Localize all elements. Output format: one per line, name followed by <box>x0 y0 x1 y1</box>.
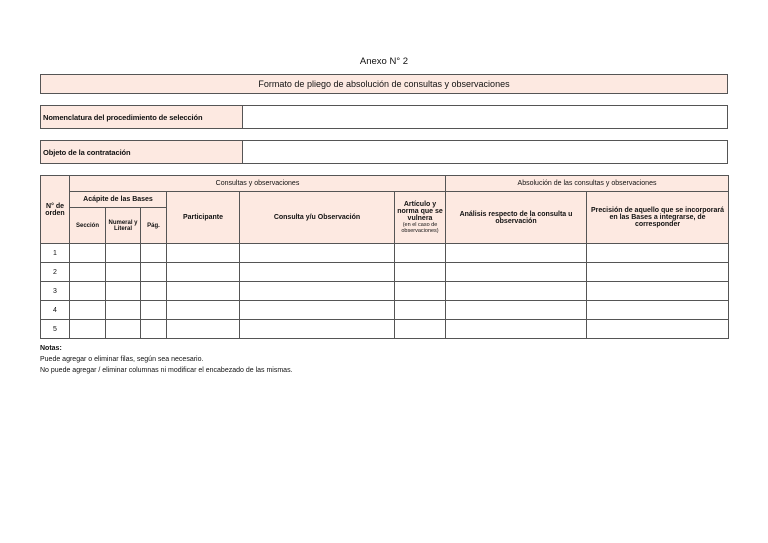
nomenclature-field[interactable] <box>243 106 727 128</box>
cell[interactable] <box>141 320 167 339</box>
notes-line-2: No puede agregar / eliminar columnas ni modificar el encabezado de las mismas. <box>40 367 293 374</box>
cell[interactable] <box>446 282 587 301</box>
articulo-header <box>395 192 446 244</box>
cell[interactable] <box>240 301 395 320</box>
cell[interactable] <box>106 301 141 320</box>
consulta-header: Consulta y/u Observación <box>240 192 395 244</box>
table-row <box>41 263 729 282</box>
table-row <box>41 320 729 339</box>
object-label: Objeto de la contratación <box>41 141 243 163</box>
seccion-header: Sección <box>70 208 106 244</box>
cell[interactable] <box>395 282 446 301</box>
cell[interactable] <box>167 301 240 320</box>
table-row <box>41 301 729 320</box>
cell[interactable] <box>446 320 587 339</box>
cell[interactable] <box>70 263 106 282</box>
absolucion-header: Absolución de las consultas y observaciones <box>446 176 729 192</box>
row-number: 2 <box>41 263 70 282</box>
acapite-header: Acápite de las Bases <box>70 192 167 208</box>
table-row <box>41 244 729 263</box>
cell[interactable] <box>446 244 587 263</box>
cell[interactable] <box>587 320 729 339</box>
notes-line-1: Puede agregar o eliminar filas, según sea necesario. <box>40 356 204 363</box>
cell[interactable] <box>106 320 141 339</box>
cell[interactable] <box>240 244 395 263</box>
row-number: 4 <box>41 301 70 320</box>
consultations-table <box>40 175 729 339</box>
cell[interactable] <box>587 244 729 263</box>
cell[interactable] <box>106 263 141 282</box>
cell[interactable] <box>446 301 587 320</box>
cell[interactable] <box>395 244 446 263</box>
row-number: 3 <box>41 282 70 301</box>
participante-header: Participante <box>167 192 240 244</box>
cell[interactable] <box>141 263 167 282</box>
articulo-header-text: Artículo y norma que se vulnera <box>397 200 443 222</box>
analisis-header: Análisis respecto de la consulta u observación <box>446 192 587 244</box>
cell[interactable] <box>70 301 106 320</box>
precision-header: Precisión de aquello que se incorporará en las Bases a integrarse, de corresponder <box>587 192 729 244</box>
format-title: Formato de pliego de absolución de consultas y observaciones <box>40 74 728 94</box>
row-number: 5 <box>41 320 70 339</box>
articulo-note: (en el caso de observaciones) <box>401 221 439 234</box>
table-row <box>41 282 729 301</box>
order-header: N° de orden <box>41 176 70 244</box>
cell[interactable] <box>141 244 167 263</box>
cell[interactable] <box>167 263 240 282</box>
cell[interactable] <box>240 320 395 339</box>
pag-header: Pág. <box>141 208 167 244</box>
cell[interactable] <box>240 282 395 301</box>
row-number: 1 <box>41 244 70 263</box>
notes <box>40 343 293 376</box>
cell[interactable] <box>70 282 106 301</box>
cell[interactable] <box>587 301 729 320</box>
cell[interactable] <box>446 263 587 282</box>
cell[interactable] <box>106 244 141 263</box>
cell[interactable] <box>395 301 446 320</box>
notes-title: Notas: <box>40 345 62 352</box>
cell[interactable] <box>167 282 240 301</box>
cell[interactable] <box>70 244 106 263</box>
cell[interactable] <box>240 263 395 282</box>
object-row <box>40 140 728 164</box>
cell[interactable] <box>395 320 446 339</box>
cell[interactable] <box>106 282 141 301</box>
cell[interactable] <box>587 263 729 282</box>
cell[interactable] <box>167 244 240 263</box>
nomenclature-label: Nomenclatura del procedimiento de selección <box>41 106 243 128</box>
numeral-header: Numeral y Literal <box>106 208 141 244</box>
cell[interactable] <box>395 263 446 282</box>
consultas-header: Consultas y observaciones <box>70 176 446 192</box>
cell[interactable] <box>141 282 167 301</box>
cell[interactable] <box>587 282 729 301</box>
object-field[interactable] <box>243 141 727 163</box>
cell[interactable] <box>167 320 240 339</box>
annex-title: Anexo N° 2 <box>359 56 409 67</box>
cell[interactable] <box>141 301 167 320</box>
cell[interactable] <box>70 320 106 339</box>
nomenclature-row <box>40 105 728 129</box>
